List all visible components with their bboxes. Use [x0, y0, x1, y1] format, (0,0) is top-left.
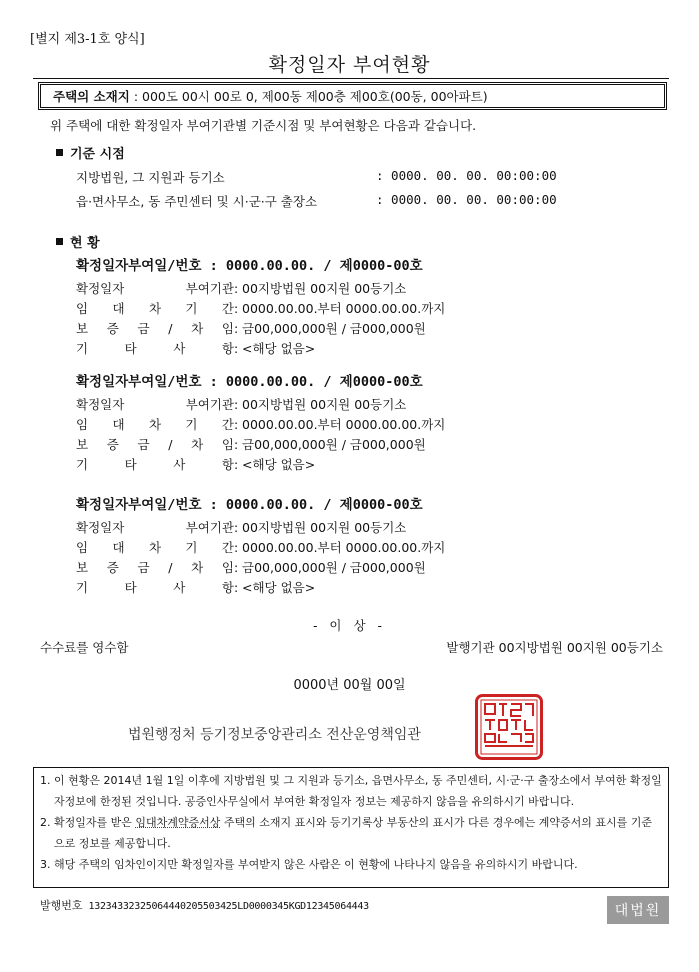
row-value: 00지방법원 00지원 00등기소 [242, 281, 407, 296]
status-entry [76, 253, 636, 359]
title-divider [33, 78, 669, 79]
issuing-authority: 법원행정처 등기정보중앙관리소 전산운영책임관 [128, 727, 421, 743]
notice-item: 2. 확정일자를 받은 임대차계약증서상 주택의 소재지 표시와 등기기록상 부동산의 표시가 다른 경우에는 계약증서의 표시를 기준으로 정보를 제공합니다. [40, 812, 662, 854]
basis-value: : 0000. 00. 00. 00:00:00 [376, 192, 557, 207]
status-entry [76, 492, 636, 598]
entry-title: 확정일자부여일/번호 : 0000.00.00. / 제0000-00호 [76, 374, 423, 390]
entry-row-agency: 확정일자 부여기관 : 00지방법원 00지원 00등기소 [76, 395, 636, 415]
row-label: 확정일자 부여기관 [76, 281, 234, 296]
notice-box [33, 767, 669, 888]
entry-row-period: 임 대 차 기 간 : 0000.00.00.부터 0000.00.00.까지 [76, 415, 636, 435]
entry-row-period: 임 대 차 기 간 : 0000.00.00.부터 0000.00.00.까지 [76, 299, 636, 319]
row-label: 확정일자 부여기관 [76, 397, 234, 412]
notice-item: 3. 해당 주택의 임차인이지만 확정일자를 부여받지 않은 사람은 이 현황에 나타나지 않음을 유의하시기 바랍니다. [40, 854, 662, 875]
entry-row-agency: 확정일자 부여기관 : 00지방법원 00지원 00등기소 [76, 518, 636, 538]
basis-label: 읍·면사무소, 동 주민센터 및 시·군·구 출장소 [76, 194, 318, 209]
row-label: 임 대 차 기 간 [76, 540, 234, 555]
entry-row-deposit: 보 증 금 / 차 임 : 금00,000,000원 / 금000,000원 [76, 319, 636, 339]
row-label: 임 대 차 기 간 [76, 301, 234, 316]
notice-item: 1. 이 현황은 2014년 1월 1일 이후에 지방법원 및 그 지원과 등기소, 읍면사무소, 동 주민센터, 시·군·구 출장소에서 부여한 확정일자정보에 한정된 것입니다. 공증인사무실에서 부여한 확정일자 정보는 제공하지 않음을 유의하시기 바랍니다. [40, 770, 662, 812]
entry-row-etc: 기 타 사 항 : <해당 없음> [76, 578, 636, 598]
intro-text: 위 주택에 대한 확정일자 부여기관별 기준시점 및 부여현황은 다음과 같습니다. [50, 118, 477, 133]
issue-number-label: 발행번호 [40, 899, 83, 912]
row-value: 0000.00.00.부터 0000.00.00.까지 [242, 540, 446, 555]
status-entry [76, 369, 636, 475]
row-value: <해당 없음> [242, 457, 316, 472]
row-value: <해당 없음> [242, 341, 316, 356]
notice-text: 이 현황은 2014년 1월 1일 이후에 지방법원 및 그 지원과 등기소, 읍면사무소, 동 주민센터, 시·군·구 출장소에서 부여한 확정일자정보에 한정된 것입니다. 공증인사무실에서 부여한 확정일자 정보는 제공하지 않음을 유의하시기 바랍니다. [54, 774, 662, 808]
row-value: 금00,000,000원 / 금000,000원 [242, 321, 426, 336]
notice-text: 해당 주택의 임차인이지만 확정일자를 부여받지 않은 사람은 이 현황에 나타나지 않음을 유의하시기 바랍니다. [54, 858, 578, 871]
basis-value: : 0000. 00. 00. 00:00:00 [376, 168, 557, 183]
entry-row-agency: 확정일자 부여기관 : 00지방법원 00지원 00등기소 [76, 279, 636, 299]
entry-row-deposit: 보 증 금 / 차 임 : 금00,000,000원 / 금000,000원 [76, 558, 636, 578]
row-value: 금00,000,000원 / 금000,000원 [242, 437, 426, 452]
row-value: 0000.00.00.부터 0000.00.00.까지 [242, 417, 446, 432]
row-value: 00지방법원 00지원 00등기소 [242, 520, 407, 535]
row-label: 보 증 금 / 차 임 [76, 560, 234, 575]
address-box [38, 82, 667, 110]
row-label: 기 타 사 항 [76, 457, 234, 472]
row-value: 00지방법원 00지원 00등기소 [242, 397, 407, 412]
basis-heading: 기준 시점 [56, 143, 125, 162]
entry-row-etc: 기 타 사 항 : <해당 없음> [76, 455, 636, 475]
entry-title: 확정일자부여일/번호 : 0000.00.00. / 제0000-00호 [76, 258, 423, 274]
row-value: 0000.00.00.부터 0000.00.00.까지 [242, 301, 446, 316]
row-value: <해당 없음> [242, 580, 316, 595]
supreme-court-badge: 대법원 [607, 896, 669, 924]
entry-row-period: 임 대 차 기 간 : 0000.00.00.부터 0000.00.00.까지 [76, 538, 636, 558]
square-bullet-icon [56, 238, 63, 245]
entry-row-etc: 기 타 사 항 : <해당 없음> [76, 339, 636, 359]
notice-text: 확정일자를 받은 임대차계약증서상 주택의 소재지 표시와 등기기록상 부동산의 표시가 다른 경우에는 계약증서의 표시를 기준으로 정보를 제공합니다. [54, 816, 653, 850]
row-label: 기 타 사 항 [76, 580, 234, 595]
basis-row [76, 192, 557, 210]
row-label: 보 증 금 / 차 임 [76, 437, 234, 452]
issuing-office: 발행기관 00지방법원 00지원 00등기소 [446, 640, 663, 655]
fee-receipt-text: 수수료를 영수함 [40, 640, 129, 655]
entry-row-deposit: 보 증 금 / 차 임 : 금00,000,000원 / 금000,000원 [76, 435, 636, 455]
address-value: : 000도 00시 00로 0, 제00동 제00층 제00호(00동, 00아파트) [133, 89, 488, 104]
row-label: 확정일자 부여기관 [76, 520, 234, 535]
row-value: 금00,000,000원 / 금000,000원 [242, 560, 426, 575]
form-number-tag: [별지 제3-1호 양식] [30, 32, 145, 47]
entry-title: 확정일자부여일/번호 : 0000.00.00. / 제0000-00호 [76, 497, 423, 513]
issue-number [40, 897, 369, 913]
basis-row [76, 168, 557, 186]
row-label: 임 대 차 기 간 [76, 417, 234, 432]
official-seal-icon [475, 694, 543, 760]
issue-number-code: 13234332325064440205503425LD0000345KGD12345064443 [88, 901, 369, 912]
issue-date: 0000년 00월 00일 [293, 678, 406, 693]
row-label: 기 타 사 항 [76, 341, 234, 356]
row-label: 보 증 금 / 차 임 [76, 321, 234, 336]
status-heading: 현 황 [56, 232, 100, 251]
basis-label: 지방법원, 그 지원과 등기소 [76, 170, 225, 185]
end-mark: - 이 상 - [312, 618, 387, 633]
square-bullet-icon [56, 149, 63, 156]
document-title: 확정일자 부여현황 [268, 54, 431, 76]
address-label: 주택의 소재지 [53, 89, 130, 104]
